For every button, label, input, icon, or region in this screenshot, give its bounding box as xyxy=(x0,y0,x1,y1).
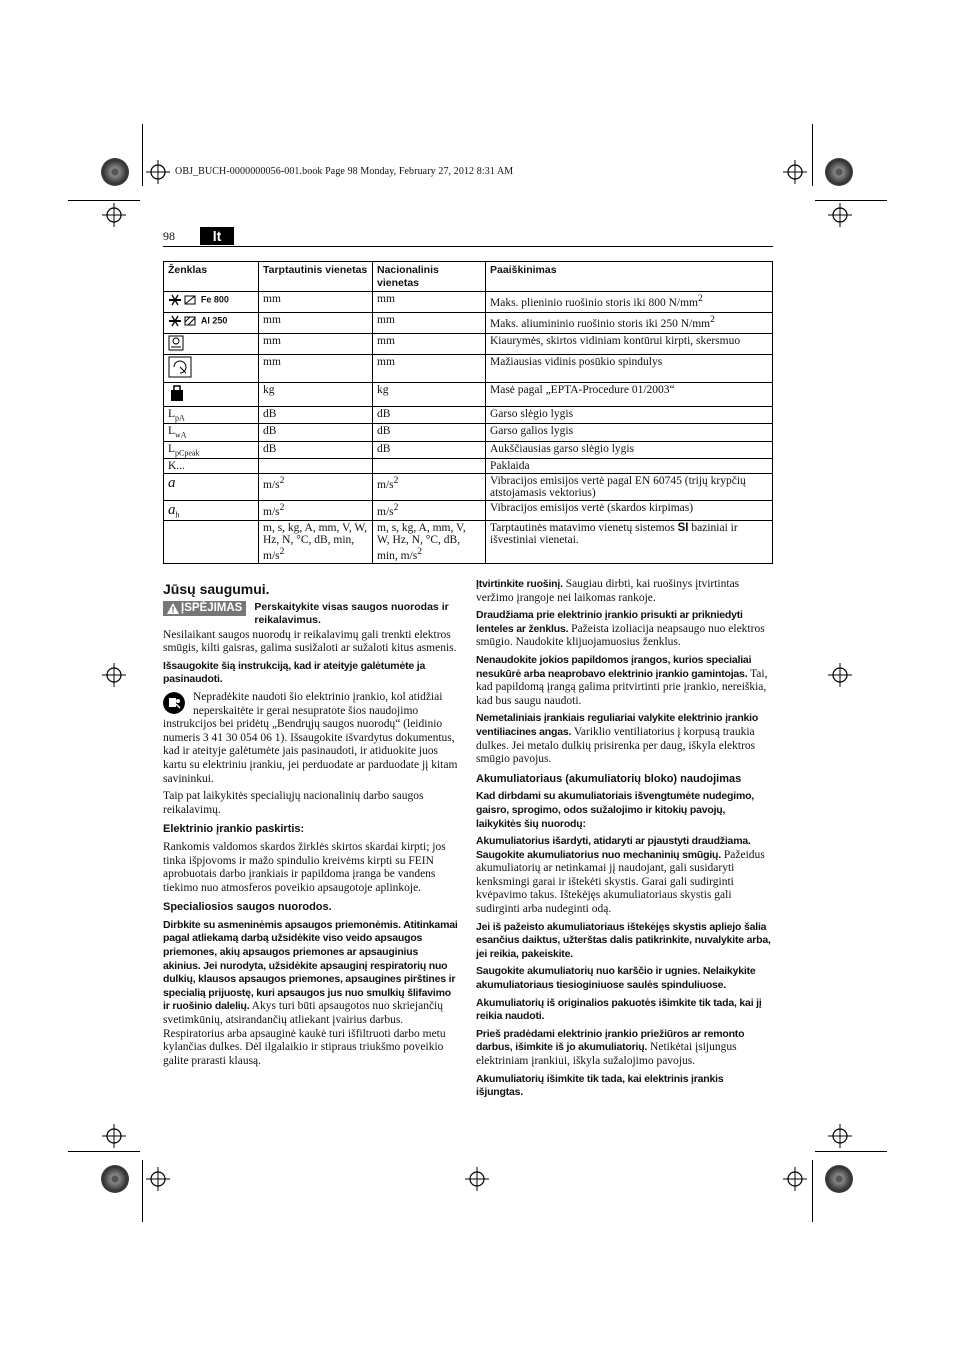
table-cell: mm xyxy=(373,334,486,355)
table-cell: dB xyxy=(259,407,373,424)
warning-badge xyxy=(163,601,246,617)
symbol-cell xyxy=(164,521,259,564)
crop-mark xyxy=(812,1160,813,1222)
crop-mark xyxy=(142,124,143,186)
weight-icon xyxy=(168,384,186,402)
registration-mark-icon xyxy=(465,1167,489,1191)
paragraph: Taip pat laikykitės specialiųjų nacionalinių darbo saugos reikalavimų. xyxy=(163,790,424,816)
table-cell: dB xyxy=(373,441,486,458)
header-rule xyxy=(163,246,773,247)
table-cell: Maks. aliumininio ruošinio storis iki 250 $N/mm^2$ xyxy=(486,313,773,334)
registration-mark-icon xyxy=(146,160,170,184)
crop-mark xyxy=(142,1160,143,1222)
symbols-table xyxy=(163,261,773,564)
table-cell: $m/s^2$ xyxy=(259,500,373,520)
page-number: 98 xyxy=(163,229,175,243)
table-cell: Tarptautinės matavimo vienetų sistemos SI baziniai ir išvestiniai vienetai. xyxy=(486,521,773,564)
crop-mark xyxy=(68,1151,140,1152)
symbol-cell: $L_{wA}$ xyxy=(164,424,259,441)
table-cell: Garso slėgio lygis xyxy=(486,407,773,424)
table-row xyxy=(164,521,773,564)
color-disc-icon xyxy=(101,1165,129,1193)
hole-diameter-icon xyxy=(168,335,184,351)
symbol-label: Al 250 xyxy=(200,315,228,326)
table-cell: Garso galios lygis xyxy=(486,424,773,441)
warning-triangle-icon xyxy=(167,603,179,614)
table-cell: Maks. plieninio ruošinio storis iki 800 $N/mm^2$ xyxy=(486,292,773,313)
symbol-cell: $L_{pCpeak}$ xyxy=(164,441,259,458)
paragraph: Nepradėkite naudoti šio elektrinio įrankio, kol atidžiai neperskaitėte ir gerai nesupratote šios naudojimo instrukcijos bei pridėtų „Bendrųjų saugos nuorodų“ (leidinio numeris 3 41 30 054 06 1). Išsaugokite išvardytus dokumentus, kad ir ateityje galėtumėte jais pasinaudoti, ir atiduokite juos kartu su elektriniu įrankiu, jei perduodate ar parduodate jį kitam savininkui. xyxy=(163,690,458,785)
table-row xyxy=(164,313,773,334)
registration-mark-icon xyxy=(783,1167,807,1191)
table-row xyxy=(164,424,773,441)
paragraph: Išsaugokite šią instrukciją, kad ir ateityje galėtumėte ja pasinaudoti. xyxy=(163,659,426,686)
table-header-cell: Paaiškinimas xyxy=(486,262,773,292)
paragraph: Įtvirtinkite ruošinį. Saugiau dirbti, kai ruošinys įtvirtintas veržimo įrangoje nei laikomas rankoje. xyxy=(476,578,740,604)
registration-mark-icon xyxy=(828,203,852,227)
symbol-label: Fe 800 xyxy=(200,294,229,305)
left-column xyxy=(163,583,458,1072)
registration-mark-icon xyxy=(102,1124,126,1148)
table-header-row xyxy=(164,262,773,292)
table-cell: Aukščiausias garso slėgio lygis xyxy=(486,441,773,458)
color-disc-icon xyxy=(825,158,853,186)
paragraph: Akumuliatorių iš originalios pakuotės išimkite tik tada, kai jį reikia naudoti. xyxy=(476,996,762,1023)
steel-sheet-icon xyxy=(168,293,198,307)
table-cell: mm xyxy=(259,313,373,334)
table-cell: dB xyxy=(373,424,486,441)
table-cell: $m/s^2$ xyxy=(259,473,373,500)
table-row xyxy=(164,458,773,473)
table-cell: m, s, kg, A, mm, V, W, Hz, N, °C, dB, min, $m/s^2$ xyxy=(259,521,373,564)
table-cell: Paklaida xyxy=(486,458,773,473)
table-cell: Vibracijos emisijos vertė pagal EN 60745 (trijų krypčių atstojamasis vektorius) xyxy=(486,473,773,500)
symbol-cell: K... xyxy=(164,458,259,473)
crop-mark xyxy=(812,124,813,186)
crop-mark xyxy=(815,200,887,201)
paragraph: Prieš pradėdami elektrinio įrankio priežiūros ar remonto darbus, išimkite iš jo akumuliatorių. Netikėtai įsijungus elektriniam įrankiui, iškyla sužalojimo pavojus. xyxy=(476,1027,745,1067)
crop-mark xyxy=(815,1151,887,1152)
crop-mark xyxy=(68,200,140,201)
symbol-cell xyxy=(164,355,259,383)
symbol-cell: a xyxy=(164,473,259,500)
table-cell: mm xyxy=(259,355,373,383)
subsection-title: Elektrinio įrankio paskirtis: xyxy=(163,823,305,836)
table-header-cell: Tarptautinis vienetas xyxy=(259,262,373,292)
paragraph: Akumuliatorius išardyti, atidaryti ar pjaustyti draudžiama. Saugokite akumuliatorius nuo mechaninių smūgių. Pažeidus akumuliatorių ar netinkamai jį naudojant, gali susidaryti kenksmingi garai ir ištekėti skystis. Garai gali sudirginti kvėpavimo takus. Ištekėjęs akumuliatoriaus skystis gali sudirginti arba nudeginti odą. xyxy=(476,835,765,916)
table-cell: $m/s^2$ xyxy=(373,473,486,500)
paragraph: Dirbkite su asmeninėmis apsaugos priemonėmis. Atitinkamai pagal atliekamą darbą užsidėkite viso veido apsaugos priemones, akių apsaugos priemones ar apsauginius akinius. Jei nurodyta, užsidėkite apsauginį respiratorių nuo dulkių, klausos apsaugos priemones, apsaugines pirštines ir specialią prijuostę, kuri apsaugos jus nuo smulkių šlifavimo ir ruošinio dalelių. Akys turi būti apsaugotos nuo skriejančių svetimkūnių, atsirandančių atliekant įvairius darbus. Respiratorius arba apsauginė kaukė turi išfiltruoti darbo metu kylančias dulkes. Dėl ilgalaikio ir stipraus triukšmo poveikio galite prarasti klausą. xyxy=(163,918,458,1067)
paragraph: Rankomis valdomos skardos žirklės skirtos skardai kirpti; jos tinka išpjovoms ir mažo spindulio kreivėms kirpti su FEIN aprobuotais darbo įrankiais ir papildoma įranga be vandens tiekimo nuo atmosferos poveikio apsaugotoje aplinkoje. xyxy=(163,840,446,894)
table-row xyxy=(164,473,773,500)
table-cell xyxy=(373,458,486,473)
warning-block xyxy=(163,601,458,627)
paragraph: Kad dirbdami su akumuliatoriais išvengtumėte nudegimo, gaisro, sprogimo, odos sužalojimo ir kitokių pavojų, laikykitės šių nuorodų: xyxy=(476,790,755,830)
symbol-cell xyxy=(164,383,259,407)
table-header-cell: Nacionalinis vienetas xyxy=(373,262,486,292)
table-cell: mm xyxy=(259,334,373,355)
subsection-title: Specialiosios saugos nuorodos. xyxy=(163,901,332,914)
section-title: Jūsų saugumui. xyxy=(163,581,270,597)
warning-text: Perskaitykite visas saugos nuorodas ir reikalavimus. xyxy=(254,600,449,626)
right-column xyxy=(476,578,773,1104)
paragraph: Nenaudokite jokios papildomos įrangos, kurios specialiai nesukūrė arba neaprobavo elektrinio įrankio gamintojas. Tai, kad papildomą įrangą galima pritvirtinti prie įrankio, nereiškia, kad bus saugu naudoti. xyxy=(476,653,768,707)
subsection-title: Akumuliatoriaus (akumuliatorių bloko) naudojimas xyxy=(476,772,742,785)
registration-mark-icon xyxy=(828,1124,852,1148)
paragraph: Nesilaikant saugos nuorodų ir reikalavimų gali trenkti elektros smūgis, kilti gaisras, galima susižaloti ar sužaloti kitus asmenis. xyxy=(163,628,457,655)
curve-radius-icon xyxy=(168,356,192,378)
table-row xyxy=(164,334,773,355)
color-disc-icon xyxy=(101,158,129,186)
registration-mark-icon xyxy=(146,1167,170,1191)
table-row xyxy=(164,441,773,458)
color-disc-icon xyxy=(825,1165,853,1193)
paragraph: Saugokite akumuliatorių nuo karščio ir ugnies. Nelaikykite akumuliatoriaus tiesioginiuose saulės spinduliuose. xyxy=(476,965,756,992)
symbol-cell xyxy=(164,334,259,355)
symbol-cell xyxy=(164,313,259,334)
table-cell: mm xyxy=(373,292,486,313)
aluminium-sheet-icon xyxy=(168,314,198,328)
table-cell: Vibracijos emisijos vertė (skardos kirpimas) xyxy=(486,500,773,520)
table-cell: mm xyxy=(373,355,486,383)
paragraph: Jei iš pažeisto akumuliatoriaus ištekėjęs skystis apliejo šalia esančius daiktus, užterštas dalis patikrinkite, nuvalykite arba, jei reikia, pakeiskite. xyxy=(476,920,771,960)
paragraph: Akumuliatorių išimkite tik tada, kai elektrinis įrankis išjungtas. xyxy=(476,1072,724,1099)
symbol-cell: $a_h$ xyxy=(164,500,259,520)
table-cell: dB xyxy=(259,441,373,458)
table-cell: dB xyxy=(259,424,373,441)
symbol-cell: $L_{pA}$ xyxy=(164,407,259,424)
registration-mark-icon xyxy=(828,663,852,687)
paragraph: Draudžiama prie elektrinio įrankio prisukti ar prikniedyti lenteles ar ženklus. Pažeista izoliacija neapsaugo nuo elektros smūgio. Naudokite klijuojamuosius ženklus. xyxy=(476,609,765,649)
table-cell: m, s, kg, A, mm, V, W, Hz, N, °C, dB, min, $m/s^2$ xyxy=(373,521,486,564)
table-row xyxy=(164,383,773,407)
table-cell: mm xyxy=(259,292,373,313)
table-row xyxy=(164,355,773,383)
table-cell: kg xyxy=(259,383,373,407)
table-cell: Masė pagal „EPTA-Procedure 01/2003“ xyxy=(486,383,773,407)
table-cell: kg xyxy=(373,383,486,407)
registration-mark-icon xyxy=(783,160,807,184)
file-info-header: OBJ_BUCH-0000000056-001.book Page 98 Monday, February 27, 2012 8:31 AM xyxy=(175,166,514,177)
table-cell: dB xyxy=(373,407,486,424)
table-header-cell: Ženklas xyxy=(164,262,259,292)
table-row xyxy=(164,407,773,424)
table-row xyxy=(164,500,773,520)
registration-mark-icon xyxy=(102,203,126,227)
table-cell: Mažiausias vidinis posūkio spindulys xyxy=(486,355,773,383)
registration-mark-icon xyxy=(102,663,126,687)
table-cell: $m/s^2$ xyxy=(373,500,486,520)
table-cell: mm xyxy=(373,313,486,334)
table-cell xyxy=(259,458,373,473)
symbol-cell xyxy=(164,292,259,313)
read-manual-icon xyxy=(163,692,185,714)
language-tab: lt xyxy=(200,227,234,245)
table-row xyxy=(164,292,773,313)
paragraph: Nemetaliniais įrankiais reguliariai valykite elektrinio įrankio ventiliacines angas. Variklio ventiliatorius į korpusą traukia dulkes. Jei metalo dulkių prisirenka per daug, iškyla elektros smūgio pavojus. xyxy=(476,712,759,766)
warning-label: ĮSPĖJIMAS xyxy=(181,601,243,614)
table-cell: Kiaurymės, skirtos vidiniam kontūrui kirpti, skersmuo xyxy=(486,334,773,355)
